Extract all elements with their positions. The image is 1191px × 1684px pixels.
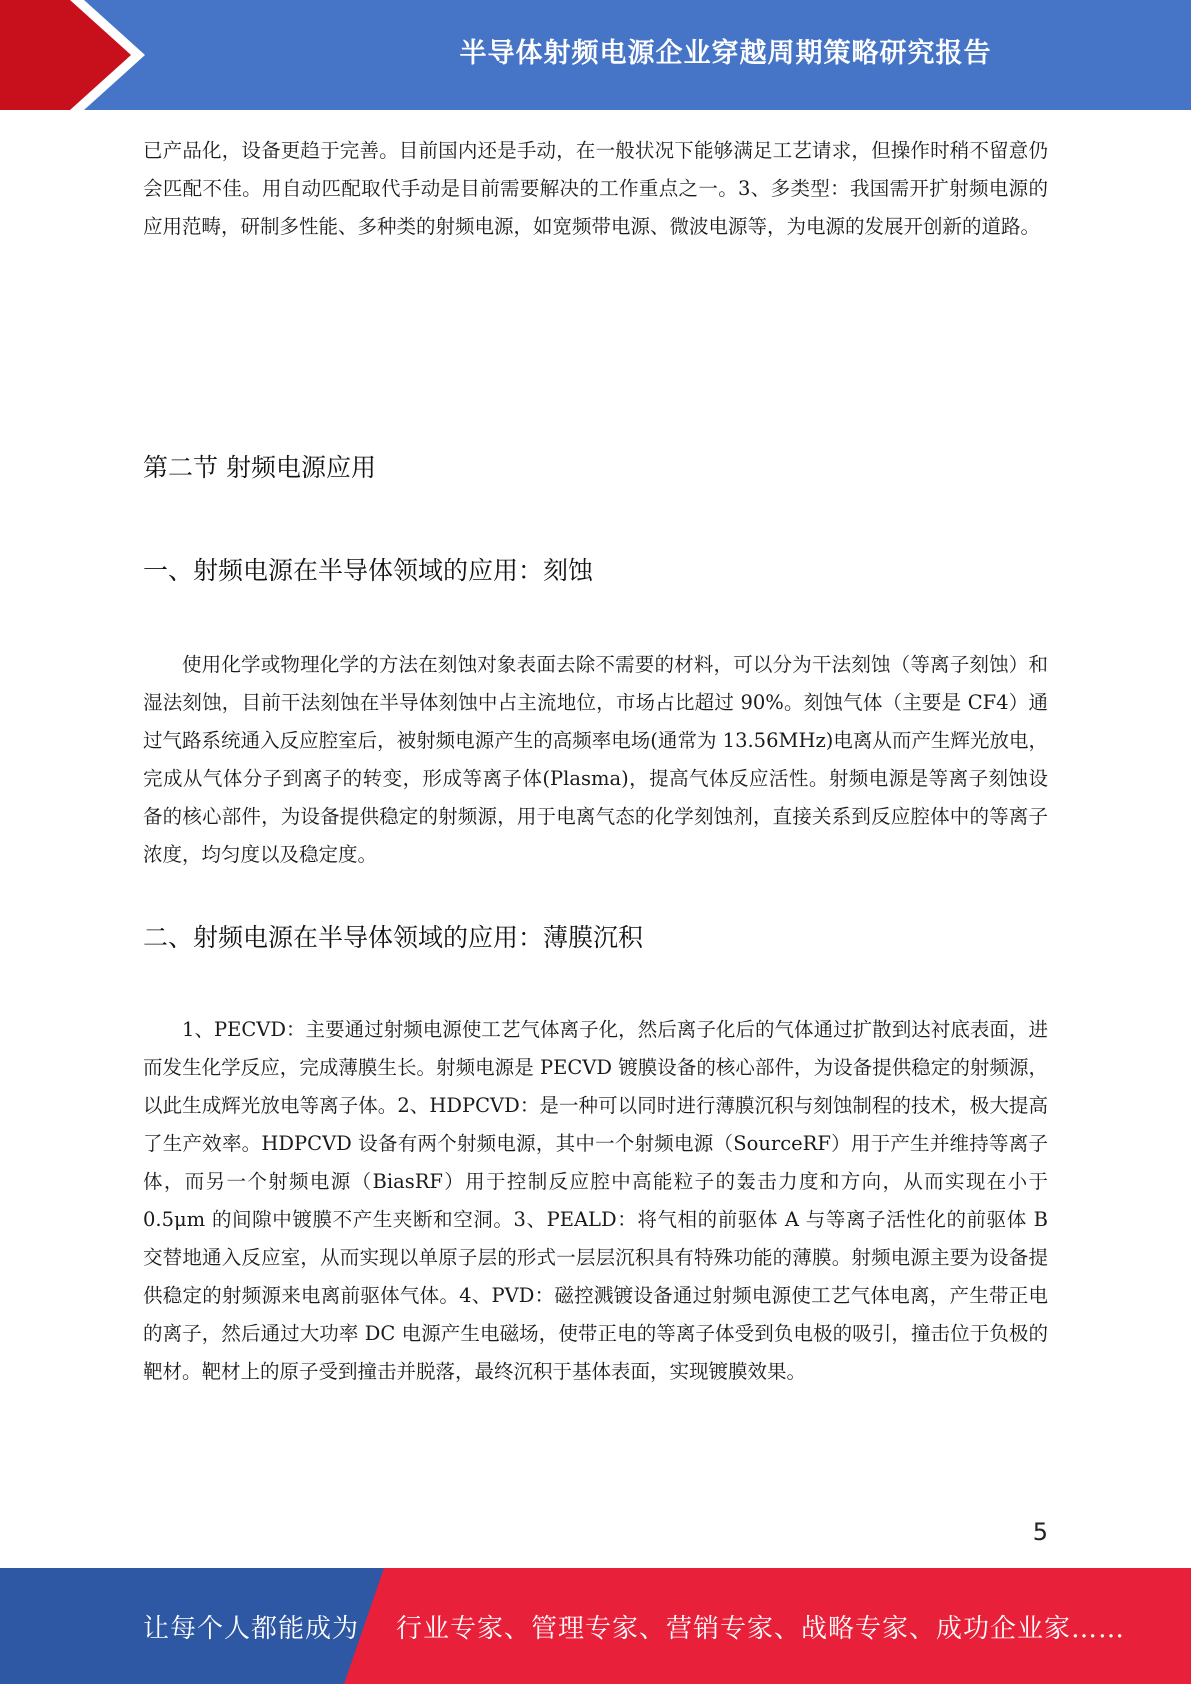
page-footer [0,1568,1191,1684]
etching-paragraph: 使用化学或物理化学的方法在刻蚀对象表面去除不需要的材料，可以分为干法刻蚀（等离子刻蚀）和湿法刻蚀，目前干法刻蚀在半导体刻蚀中占主流地位，市场占比超过 90%。刻蚀气体（主要是 CF4）通过气路系统通入反应腔室后，被射频电源产生的高频率电场(通常为 13.56MHz)电离从而产生辉光放电，完成从气体分子到离子的转变，形成等离子体(Plasma)，提高气体反应活性。射频电源是等离子刻蚀设备的核心部件，为设备提供稳定的射频源，用于电离气态的化学刻蚀剂，直接关系到反应腔体中的等离子浓度，均匀度以及稳定度。 [143,653,1048,866]
intro-paragraph: 已产品化，设备更趋于完善。目前国内还是手动，在一般状况下能够满足工艺请求，但操作时稍不留意仍会匹配不佳。用自动匹配取代手动是目前需要解决的工作重点之一。3、多类型：我国需开扩射频电源的应用范畴，研制多性能、多种类的射频电源，如宽频带电源、微波电源等，为电源的发展开创新的道路。 [143,139,1048,238]
page-number: 5 [1032,1518,1048,1546]
intro-section [143,132,1048,246]
subsection-deposition-title: 二、射频电源在半导体领域的应用：薄膜沉积 [143,923,644,952]
section-title: 第二节 射频电源应用 [143,453,376,482]
subsection-etching-body [143,646,1048,874]
page-header [0,0,1191,110]
subsection-etching-title: 一、射频电源在半导体领域的应用：刻蚀 [143,556,594,585]
subsection-deposition-body [143,1011,1048,1391]
report-title: 半导体射频电源企业穿越周期策略研究报告 [459,37,992,69]
footer-slogan-right: 行业专家、管理专家、营销专家、战略专家、成功企业家…… [396,1613,1126,1644]
deposition-paragraph: 1、PECVD：主要通过射频电源使工艺气体离子化，然后离子化后的气体通过扩散到达衬底表面，进而发生化学反应，完成薄膜生长。射频电源是 PECVD 镀膜设备的核心部件，为设备提供稳定的射频源，以此生成辉光放电等离子体。2、HDPCVD：是一种可以同时进行薄膜沉积与刻蚀制程的技术，极大提高了生产效率。HDPCVD 设备有两个射频电源，其中一个射频电源（SourceRF）用于产生并维持等离子体，而另一个射频电源（BiasRF）用于控制反应腔中高能粒子的轰击力度和方向，从而实现在小于 0.5μm 的间隙中镀膜不产生夹断和空洞。3、PEALD：将气相的前驱体 A 与等离子活性化的前驱体 B 交替地通入反应室，从而实现以单原子层的形式一层层沉积具有特殊功能的薄膜。射频电源主要为设备提供稳定的射频源来电离前驱体气体。4、PVD：磁控溅镀设备通过射频电源使工艺气体电离，产生带正电的离子，然后通过大功率 DC 电源产生电磁场，使带正电的等离子体受到负电极的吸引，撞击位于负极的靶材。靶材上的原子受到撞击并脱落，最终沉积于基体表面，实现镀膜效果。 [143,1018,1048,1383]
footer-slogan-left: 让每个人都能成为 [143,1613,360,1644]
